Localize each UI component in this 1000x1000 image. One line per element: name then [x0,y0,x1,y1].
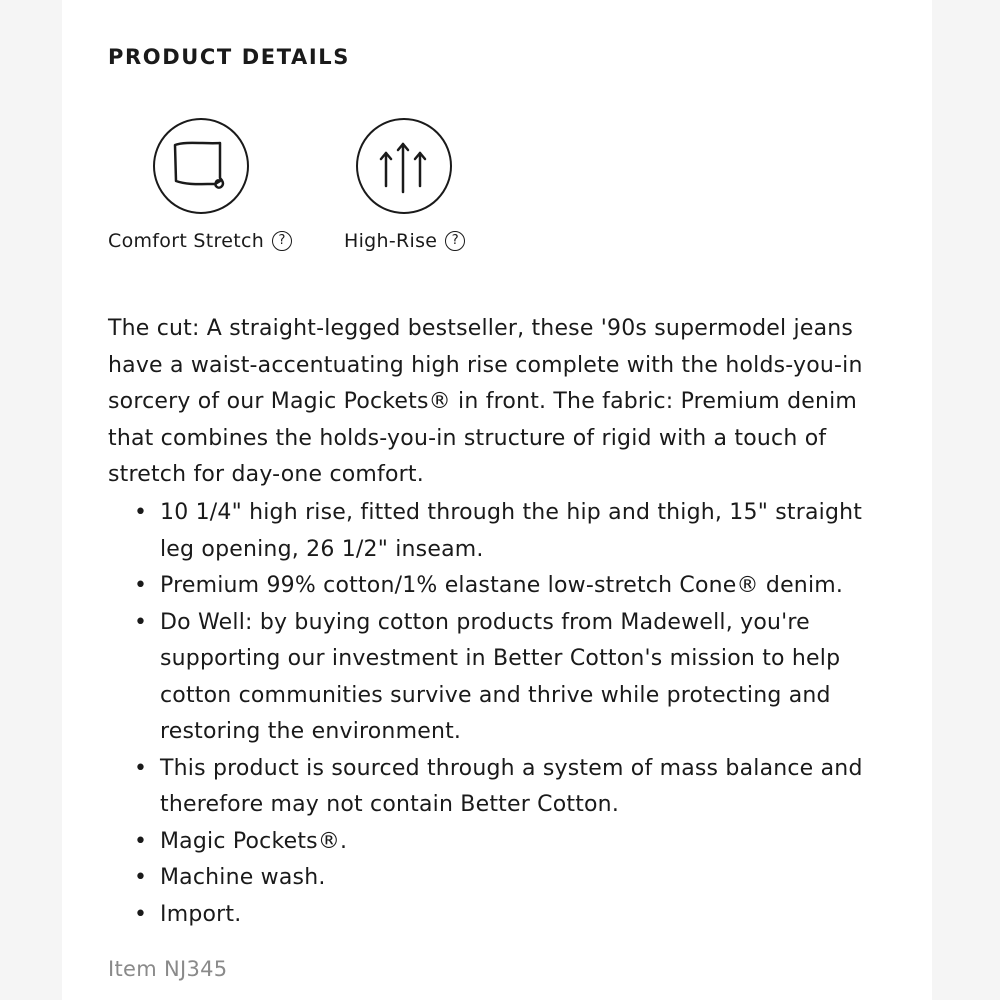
section-title: PRODUCT DETAILS [108,45,350,69]
product-details-list [108,495,908,933]
list-item [108,897,900,934]
help-icon[interactable]: ? [445,231,465,251]
list-item [108,605,900,751]
stretch-fabric-icon [153,118,249,214]
list-item [108,751,900,824]
list-item [108,568,900,605]
feature-label-row [108,230,292,252]
item-number: Item NJ345 [108,957,228,981]
list-item-text: Import. [160,901,242,927]
bullet-icon: • [134,609,148,635]
list-item-text: Do Well: by buying cotton products from Madewell, you're supporting our investment in Better Cotton's mission to help cotton communities survive and thrive while protecting and restoring the environment. [160,609,841,744]
feature-icons-row [108,118,908,268]
bullet-icon: • [134,573,148,598]
list-item-text: Machine wash. [160,865,326,890]
feature-label: Comfort Stretch [108,230,265,252]
bullet-icon: • [134,828,148,854]
bullet-icon: • [134,500,148,525]
list-item-text: This product is sourced through a system of mass balance and therefore may not contain Better Cotton. [160,755,863,817]
list-item [108,860,900,897]
list-item-text: 10 1/4" high rise, fitted through the hip and thigh, 15" straight leg opening, 26 1/2" inseam. [160,500,863,562]
high-rise-arrows-icon [356,118,452,214]
bullet-icon: • [134,755,148,781]
product-description: The cut: A straight-legged bestseller, these '90s supermodel jeans have a waist-accentuating high rise complete with the holds-you-in sorcery of our Magic Pockets® in front. The fabric: Premium denim that combines the holds-you-in structure of rigid with a touch of stretch for day-one comfort. [108,316,863,487]
list-item-text: Magic Pockets®. [160,828,348,854]
list-item-text: Premium 99% cotton/1% elastane low-stretch Cone® denim. [160,573,844,598]
bullet-icon: • [134,865,148,890]
bullet-icon: • [134,901,148,927]
list-item [108,824,900,861]
feature-label-row [344,230,465,252]
feature-label: High-Rise [344,230,438,252]
list-item [108,495,900,568]
help-icon[interactable]: ? [272,231,292,251]
product-details-panel [62,0,932,1000]
